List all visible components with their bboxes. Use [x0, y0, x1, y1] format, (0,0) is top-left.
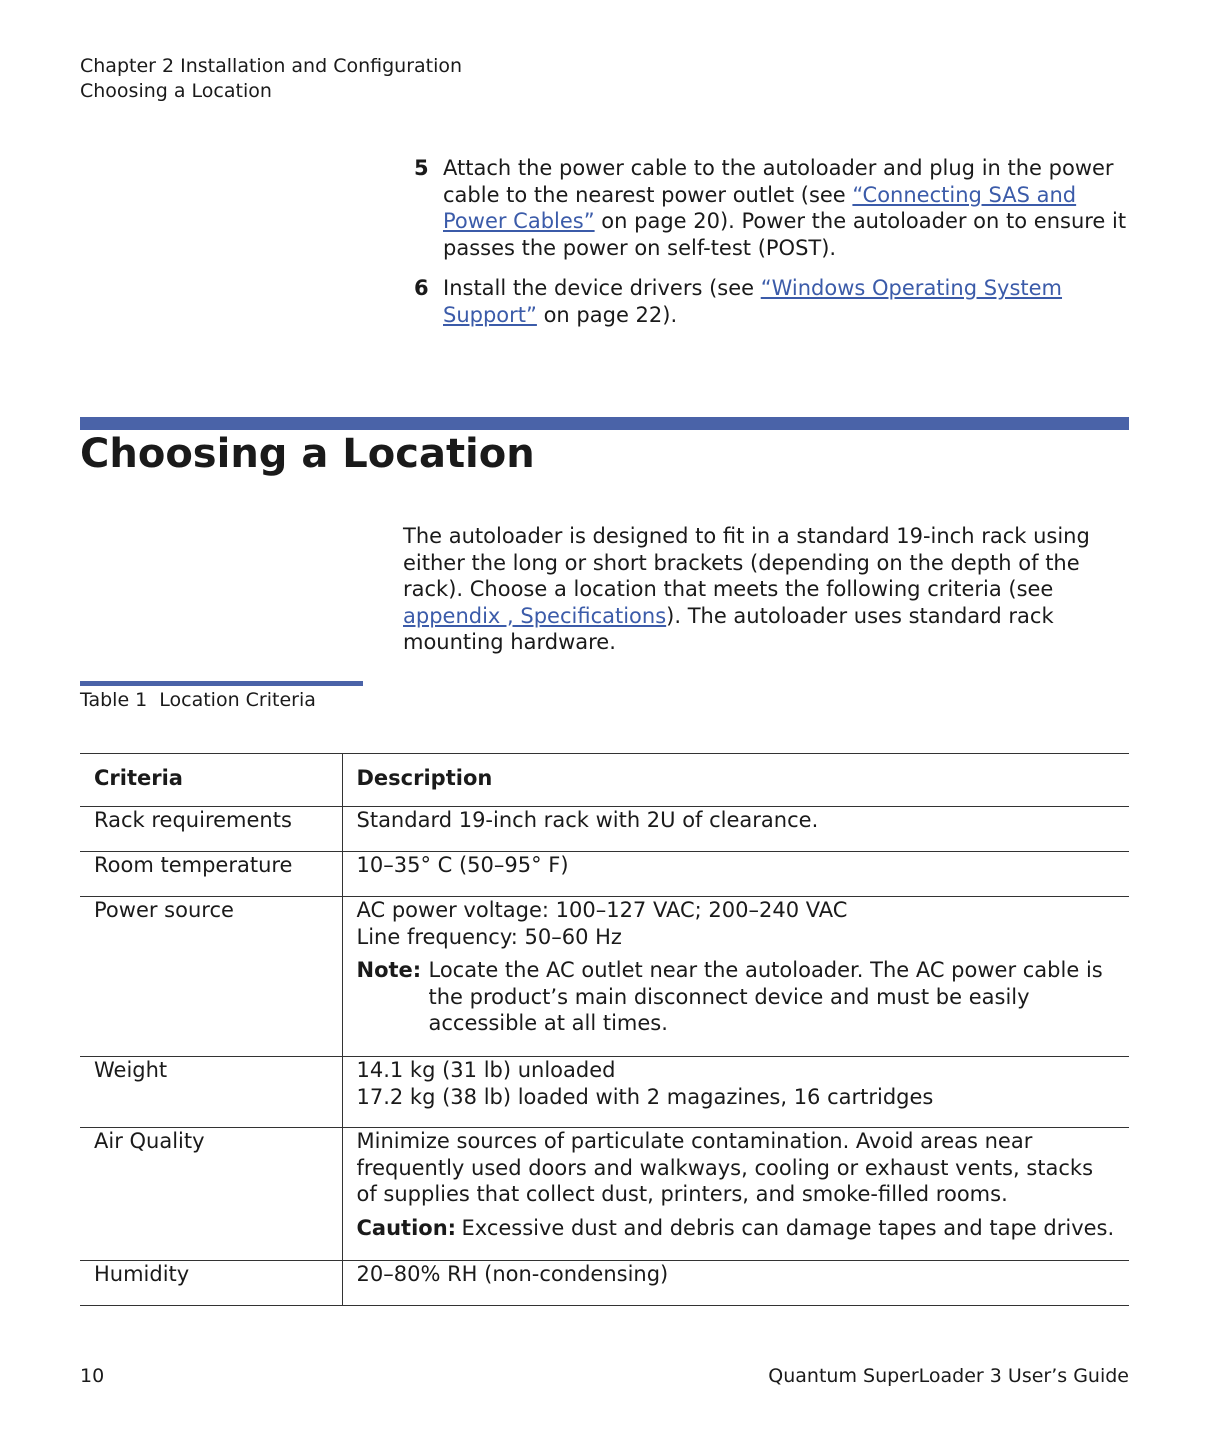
caution-text: Excessive dust and debris can damage tapes and tape drives.	[461, 1215, 1115, 1240]
weight-loaded: 17.2 kg (38 lb) loaded with 2 magazines, 16 cartridges	[356, 1084, 934, 1109]
intro-text-before: The autoloader is designed to fit in a standard 19-inch rack using either the long or short brackets (depending on the depth of the rack). Choose a location that meets the following criteria (see	[403, 524, 1090, 601]
link-appendix-specifications[interactable]: appendix , Specifications	[403, 603, 667, 628]
step-text-before: Attach the power cable to the autoloader and plug in the power cable to the nearest power outlet (see	[443, 156, 1114, 207]
table-row	[80, 1261, 1129, 1306]
table-caption-title: Location Criteria	[159, 689, 316, 711]
step-number: 5	[414, 156, 429, 180]
power-frequency: Line frequency: 50–60 Hz	[356, 924, 622, 949]
criteria-cell: Room temperature	[80, 852, 342, 897]
running-head-section: Choosing a Location	[80, 80, 272, 102]
table-caption	[80, 688, 316, 713]
step-text-after: on page 22).	[536, 302, 678, 327]
header-description: Description	[342, 754, 1129, 807]
step-item	[414, 155, 1129, 261]
description-cell	[342, 897, 1129, 1057]
description-cell	[342, 1057, 1129, 1128]
step-text	[443, 275, 1129, 328]
description-cell	[342, 1128, 1129, 1261]
link-windows-os-support[interactable]: “Windows Operating System Support”	[443, 276, 1063, 327]
caution-label: Caution:	[356, 1215, 457, 1240]
note-block	[357, 957, 1120, 1037]
description-cell: 20–80% RH (non-condensing)	[342, 1261, 1129, 1306]
table-header-row	[80, 754, 1129, 807]
running-head	[80, 54, 462, 104]
criteria-cell: Humidity	[80, 1261, 342, 1306]
link-connecting-sas-power-cables[interactable]: “Connecting SAS and Power Cables”	[443, 182, 1077, 233]
power-voltage: AC power voltage: 100–127 VAC; 200–240 VAC	[356, 898, 848, 922]
table-caption-rule	[80, 681, 363, 686]
note-label: Note:	[356, 958, 422, 982]
step-list	[414, 155, 1129, 342]
air-quality-text: Minimize sources of particulate contamination. Avoid areas near frequently used doors and walkways, cooling or exhaust vents, stacks of supplies that collect dust, printers, and smoke-filled rooms.	[356, 1129, 1094, 1206]
table-row	[80, 1057, 1129, 1128]
description-cell: 10–35° C (50–95° F)	[342, 852, 1129, 897]
criteria-cell: Weight	[80, 1057, 342, 1128]
step-text	[443, 155, 1129, 261]
weight-unloaded: 14.1 kg (31 lb) unloaded	[356, 1058, 616, 1082]
step-text-after: on page 20). Power the autoloader on to ensure it passes the power on self-test (POST).	[443, 209, 1127, 260]
intro-text-after: ). The autoloader uses standard rack mounting hardware.	[403, 603, 1054, 654]
intro-paragraph	[403, 523, 1133, 656]
location-criteria-table	[80, 753, 1129, 1306]
book-title: Quantum SuperLoader 3 User’s Guide	[768, 1365, 1129, 1387]
note-text: Locate the AC outlet near the autoloader. The AC power cable is the product’s main disconnect device and must be easily accessible at all times.	[428, 958, 1103, 1035]
header-criteria: Criteria	[80, 754, 342, 807]
criteria-cell: Air Quality	[80, 1128, 342, 1261]
running-head-chapter: Chapter 2 Installation and Configuration	[80, 55, 463, 77]
table-row	[80, 1128, 1129, 1261]
step-item	[414, 275, 1129, 328]
page-number: 10	[80, 1365, 105, 1387]
step-number: 6	[414, 276, 429, 300]
table-row	[80, 807, 1129, 852]
description-cell: Standard 19-inch rack with 2U of clearance.	[342, 807, 1129, 852]
table-row	[80, 897, 1129, 1057]
step-text-before: Install the device drivers (see	[443, 276, 761, 300]
table-row	[80, 852, 1129, 897]
caution-block	[357, 1215, 1120, 1242]
table-caption-number: Table 1	[80, 689, 148, 711]
criteria-cell: Rack requirements	[80, 807, 342, 852]
section-title: Choosing a Location	[80, 431, 535, 477]
criteria-cell: Power source	[80, 897, 342, 1057]
